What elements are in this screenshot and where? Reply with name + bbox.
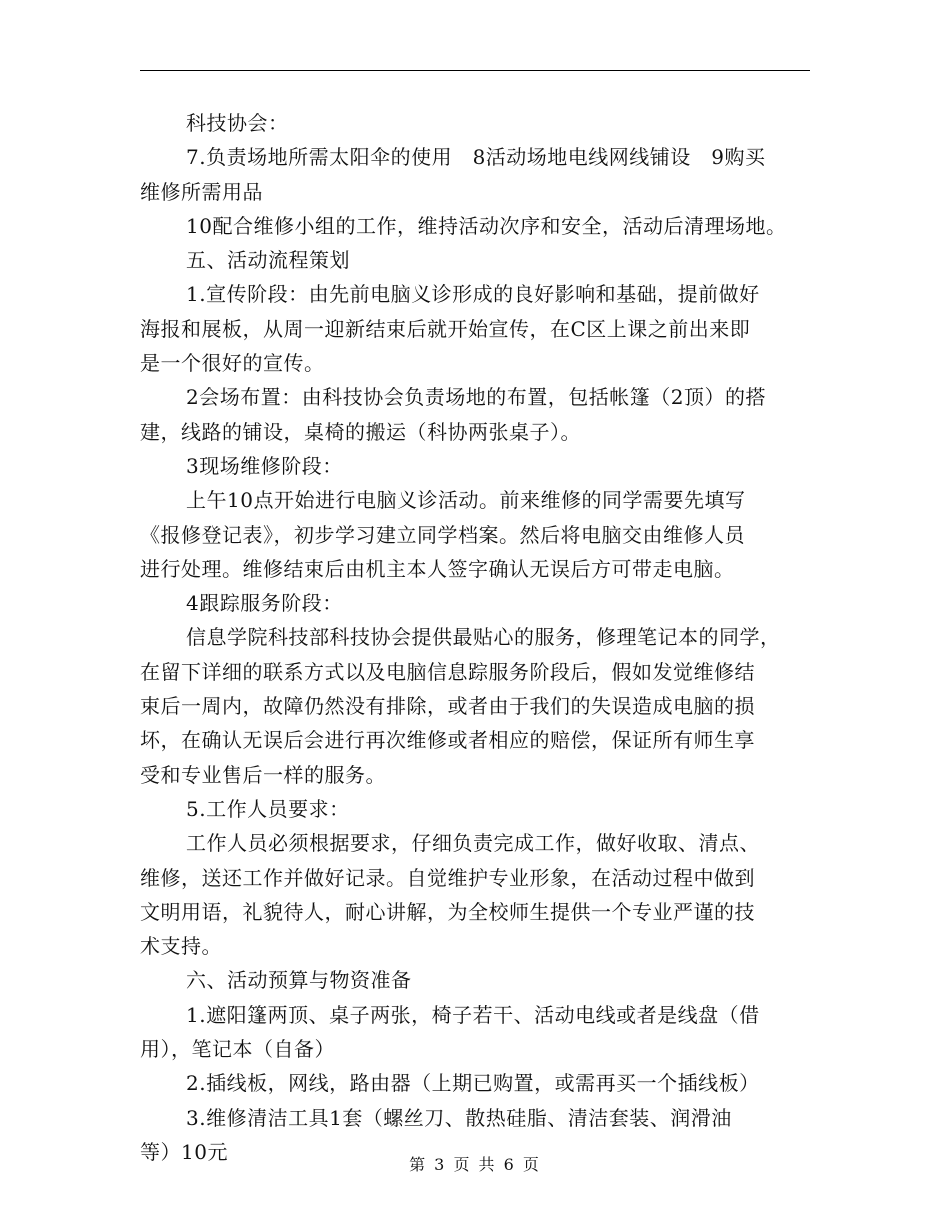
text-line: 在留下详细的联系方式以及电脑信息踪服务阶段后，假如发觉维修结 xyxy=(140,659,755,684)
text-line: 文明用语，礼貌待人，耐心讲解，为全校师生提供一个专业严谨的技 xyxy=(140,899,755,924)
text-line: 1.宣传阶段：由先前电脑义诊形成的良好影响和基础，提前做好 xyxy=(186,282,760,307)
text-line: 3现场维修阶段： xyxy=(186,453,343,478)
text-line: 坏，在确认无误后会进行再次维修或者相应的赔偿，保证所有师生享 xyxy=(140,728,755,753)
text-line: 工作人员必须根据要求，仔细负责完成工作，做好收取、清点、 xyxy=(186,831,760,856)
text-line: 术支持。 xyxy=(140,934,222,959)
text-line: 信息学院科技部科技协会提供最贴心的服务，修理笔记本的同学， xyxy=(186,625,781,650)
text-line: 用），笔记本（自备） xyxy=(140,1037,335,1062)
text-line: 束后一周内，故障仍然没有排除，或者由于我们的失误造成电脑的损 xyxy=(140,694,755,719)
text-line: 科技协会： xyxy=(186,111,289,135)
text-line: 10配合维修小组的工作，维持活动次序和安全，活动后清理场地。 xyxy=(186,213,787,238)
text-line: 等）10元 xyxy=(140,1139,228,1164)
text-line: 进行处理。维修结束后由机主本人签字确认无误后方可带走电脑。 xyxy=(140,556,735,581)
text-line: 是一个很好的宣传。 xyxy=(140,351,325,376)
text-line: 上午10点开始进行电脑义诊活动。前来维修的同学需要先填写 xyxy=(186,488,746,513)
text-line: 维修，送还工作并做好记录。自觉维护专业形象，在活动过程中做到 xyxy=(140,865,755,890)
text-line: 2会场布置：由科技协会负责场地的布置，包括帐篷（2顶）的搭 xyxy=(186,385,766,410)
text-line: 受和专业售后一样的服务。 xyxy=(140,762,386,787)
text-line: 维修所需用品 xyxy=(140,179,263,204)
text-line: 3.维修清洁工具1套（螺丝刀、散热硅脂、清洁套装、润滑油 xyxy=(186,1105,732,1130)
text-line: 海报和展板，从周一迎新结束后就开始宣传，在C区上课之前出来即 xyxy=(140,316,751,341)
text-line: 4跟踪服务阶段： xyxy=(186,591,343,616)
text-line: 建，线路的铺设，桌椅的搬运（科协两张桌子）。 xyxy=(140,419,581,444)
page-number: 第 3 页 共 6 页 xyxy=(409,1155,541,1174)
text-line: 7.负责场地所需太阳伞的使用 8活动场地电线网线铺设 9购买 xyxy=(186,145,766,170)
text-line: 2.插线板，网线，路由器（上期已购置，或需再买一个插线板） xyxy=(186,1071,760,1096)
document-body xyxy=(140,106,812,1169)
text-line: 5.工作人员要求： xyxy=(186,796,350,821)
text-line: 1.遮阳篷两顶、桌子两张，椅子若干、活动电线或者是线盘（借 xyxy=(186,1002,760,1027)
header-rule xyxy=(140,70,810,71)
text-line: 《报修登记表》，初步学习建立同学档案。然后将电脑交由维修人员 xyxy=(140,522,745,547)
text-line: 六、活动预算与物资准备 xyxy=(186,968,412,993)
text-line: 五、活动流程策划 xyxy=(186,248,350,273)
